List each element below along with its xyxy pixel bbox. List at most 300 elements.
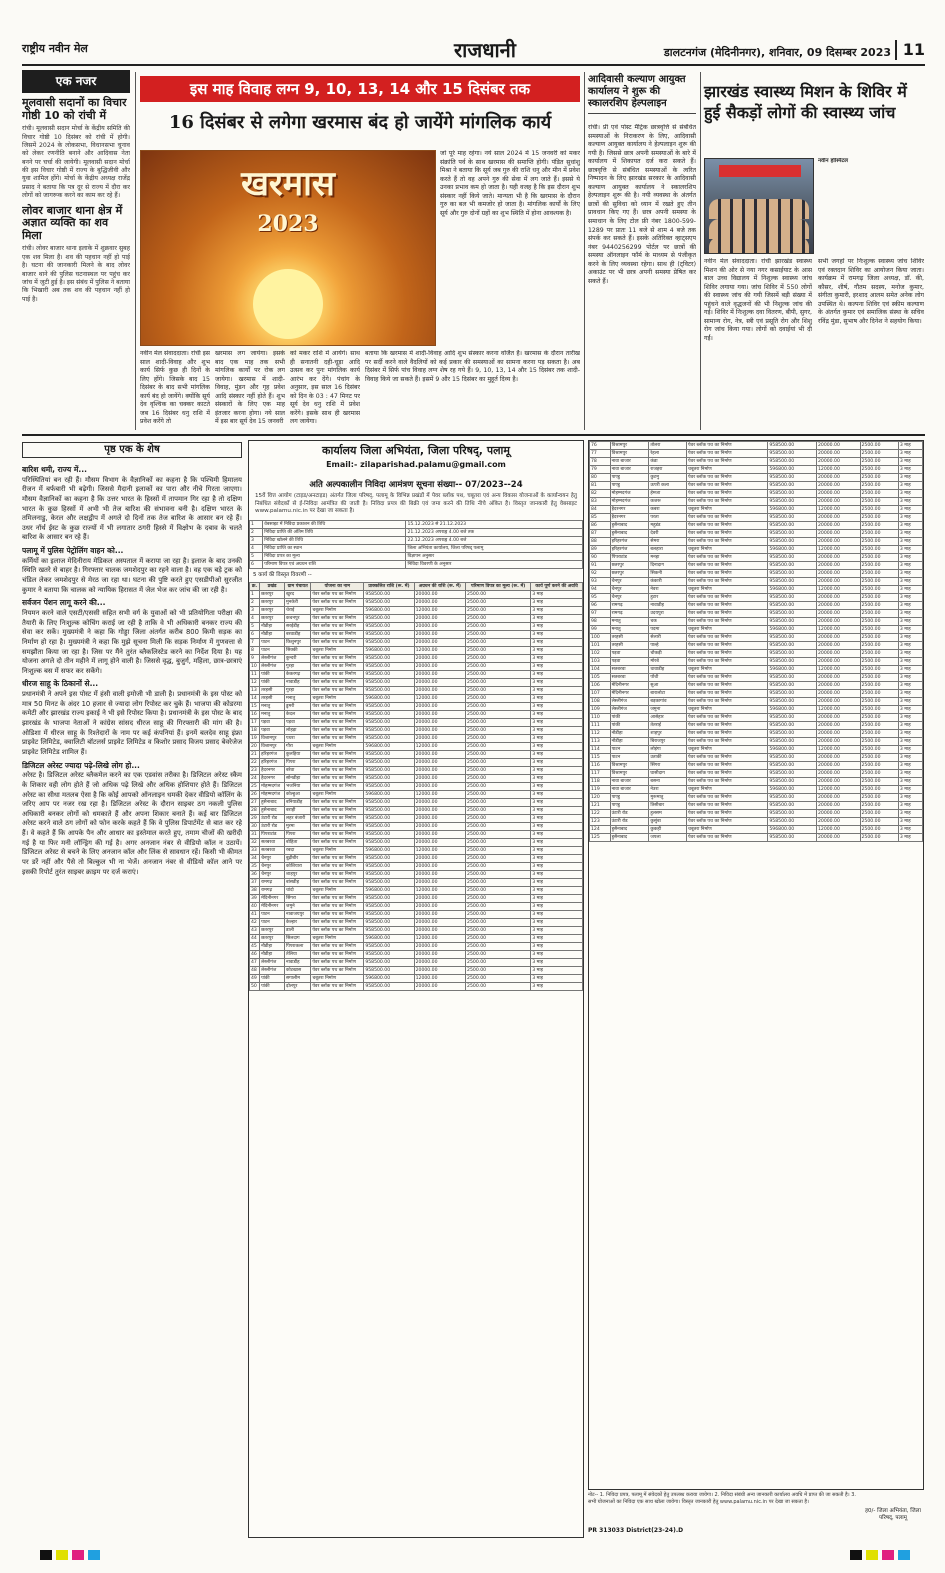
table-cell: छतरपुर <box>260 934 285 942</box>
table-cell: 12000.00 <box>816 626 860 634</box>
continued-headline: डिजिटल अरेस्ट ज्यादा पढ़े-लिखे लोग हो... <box>22 760 140 770</box>
table-cell: जमुना <box>649 706 687 714</box>
table-cell: 958500.00 <box>768 770 817 778</box>
table-cell: 3 माह <box>531 758 583 766</box>
table-cell: 2500.00 <box>466 830 531 838</box>
table-cell: देवरी <box>649 530 687 538</box>
table-cell: 958500.00 <box>364 982 414 990</box>
table-cell: पेवर ब्लॉक पथ का निर्माण <box>311 982 364 990</box>
table-cell: 3 माह <box>531 926 583 934</box>
crowd-row <box>709 219 809 239</box>
table-cell: 122 <box>590 810 611 818</box>
registration-mark <box>898 1550 910 1560</box>
table-row <box>590 450 923 458</box>
table-cell: 3 माह <box>898 594 922 602</box>
table-cell: 2500.00 <box>466 950 531 958</box>
table-cell: 3 माह <box>898 562 922 570</box>
table-cell: 2500.00 <box>466 646 531 654</box>
table-cell: 10 <box>250 662 260 670</box>
table-row <box>250 646 583 654</box>
registration-mark <box>40 1550 52 1560</box>
table-cell: 119 <box>590 786 611 794</box>
table-cell: 38 <box>250 886 260 894</box>
table-cell: 958500.00 <box>364 710 414 718</box>
table-cell: 3 माह <box>531 598 583 606</box>
health-headline: झारखंड स्वास्थ्य मिशन के शिविर में हुई सैकड़ों लोगों की स्वास्थ्य जांच <box>704 82 907 122</box>
section-title: राजधानी <box>454 38 516 62</box>
table-cell: 2500.00 <box>860 794 898 802</box>
table-cell: 596800.00 <box>364 846 414 854</box>
table-cell: 2500.00 <box>860 450 898 458</box>
table-cell: पेवर ब्लॉक पथ का निर्माण <box>311 638 364 646</box>
table-cell: 79 <box>590 466 611 474</box>
health-photo-side-text <box>818 158 924 254</box>
table-cell: 2500.00 <box>860 554 898 562</box>
lead-banner: इस माह विवाह लग्न 9, 10, 13, 14 और 15 दिसंबर तक <box>140 76 580 102</box>
table-cell: 3 माह <box>531 766 583 774</box>
table-cell: 20000.00 <box>414 638 465 646</box>
table-cell: चौकड़ी <box>649 650 687 658</box>
table-cell: पाटन <box>260 646 285 654</box>
table-cell: हैदरनगर <box>610 506 649 514</box>
table-cell: 20000.00 <box>816 498 860 506</box>
table-cell: 3 माह <box>531 670 583 678</box>
table-row <box>590 482 923 490</box>
table-cell: हुसैनाबाद <box>260 798 285 806</box>
table-cell: 958500.00 <box>768 794 817 802</box>
table-cell: चबूतरा निर्माण <box>311 974 364 982</box>
table-cell: 20000.00 <box>816 610 860 618</box>
table-cell: तेलिया <box>285 950 311 958</box>
table-cell: 84 <box>590 506 611 514</box>
table-cell: 958500.00 <box>768 458 817 466</box>
table-cell: 3 माह <box>898 770 922 778</box>
table-cell: छतरपुर <box>260 598 285 606</box>
table-row <box>590 738 923 746</box>
table-cell: पेवर ब्लॉक पथ का निर्माण <box>311 870 364 878</box>
table-cell: 596800.00 <box>768 546 817 554</box>
table-cell: चैनपुर <box>260 854 285 862</box>
table-cell: केकरगढ़ <box>285 670 311 678</box>
table-cell: 12000.00 <box>816 586 860 594</box>
table-cell: 958500.00 <box>768 554 817 562</box>
table-cell: कोशियारा <box>285 862 311 870</box>
table-cell: पेवर ब्लॉक पथ का निर्माण <box>687 698 768 706</box>
table-cell: पेवर ब्लॉक पथ का निर्माण <box>687 538 768 546</box>
table-cell: 2 <box>250 598 260 606</box>
health-story-body-1 <box>704 258 812 430</box>
table-cell: 958500.00 <box>364 774 414 782</box>
table-row <box>590 770 923 778</box>
table-cell: 958500.00 <box>364 766 414 774</box>
table-cell: पेवर ब्लॉक पथ का निर्माण <box>311 918 364 926</box>
table-cell: 27 <box>250 798 260 806</box>
table-cell: 596800.00 <box>768 666 817 674</box>
table-cell: 3 माह <box>898 554 922 562</box>
table-cell: 2500.00 <box>466 982 531 990</box>
table-cell: 3 माह <box>531 694 583 702</box>
table-cell: 2500.00 <box>466 814 531 822</box>
registration-mark <box>72 1550 84 1560</box>
table-cell: पेवर ब्लॉक पथ का निर्माण <box>311 878 364 886</box>
table-cell: 2500.00 <box>466 926 531 934</box>
health-camp-photo <box>704 158 814 254</box>
newspaper-brand: राष्ट्रीय नवीन मेल <box>22 42 88 55</box>
table-cell: 89 <box>590 546 611 554</box>
table-cell: 93 <box>590 578 611 586</box>
table-cell: मोहम्मदगंज <box>610 490 649 498</box>
registration-mark <box>866 1550 878 1560</box>
table-cell: उंटारी रोड <box>260 822 285 830</box>
table-cell: 2500.00 <box>860 738 898 746</box>
table-cell: पेवर ब्लॉक पथ का निर्माण <box>687 650 768 658</box>
table-row <box>250 870 583 878</box>
table-cell: 3 माह <box>531 774 583 782</box>
table-cell: 20000.00 <box>816 834 860 842</box>
table-cell: 596800.00 <box>364 974 414 982</box>
table-cell: नौडीहा <box>260 950 285 958</box>
table-cell: विश्रामपुर <box>610 450 649 458</box>
table-cell: 958500.00 <box>364 950 414 958</box>
table-cell: 3 माह <box>531 902 583 910</box>
table-row <box>250 718 583 726</box>
table-row <box>590 490 923 498</box>
table-cell: 3 माह <box>898 738 922 746</box>
table-cell: 3 माह <box>531 830 583 838</box>
table-cell: डाली <box>285 926 311 934</box>
table-cell: 2500.00 <box>466 614 531 622</box>
tender-info-cell: निविदा प्रपत्र का मूल्य <box>263 553 406 561</box>
table-cell: चेराई <box>285 606 311 614</box>
table-cell: नावाडीह <box>285 678 311 686</box>
table-cell: 44 <box>250 934 260 942</box>
table-row <box>250 766 583 774</box>
table-header: ग्राम पंचायत <box>285 582 311 590</box>
table-cell: 3 माह <box>898 602 922 610</box>
table-cell: छतरपुर <box>260 614 285 622</box>
table-cell: 3 माह <box>898 714 922 722</box>
table-cell: 3 माह <box>898 826 922 834</box>
table-cell: 20000.00 <box>816 482 860 490</box>
table-cell: चबूतरा निर्माण <box>311 790 364 798</box>
table-cell: बुढ़ीबीर <box>285 854 311 862</box>
tender-info-cell: 3 <box>250 537 263 545</box>
tender-info-cell: 1 <box>250 521 263 529</box>
table-cell: पेवर ब्लॉक पथ का निर्माण <box>311 798 364 806</box>
table-cell: 3 माह <box>898 474 922 482</box>
table-row <box>250 894 583 902</box>
table-cell: 2500.00 <box>466 718 531 726</box>
table-cell: तरहसी <box>260 694 285 702</box>
table-cell: लहर बंजारी <box>285 814 311 822</box>
table-cell: 3 माह <box>531 822 583 830</box>
table-cell: 958500.00 <box>364 702 414 710</box>
tender-info-table <box>249 520 583 569</box>
lead-text: जो पूरे माह रहेगा। नये साल 2024 में 15 जनवरी को मकर संक्रांति पर्व के साथ खरमास की समाप्ति होगी। पंडित सुधांशु मिश्रा ने बताया कि सूर्य जब गुरु की राशि धनु और मीन में प्रवेश करते हैं तो वह अपने गुरु की सेवा में लग जाते हैं। इससे ये उनका प्रभाव कम हो जाता है। यही वजह है कि इस दौरान शुभ संस्कार नहीं किये जाते। मान्यता भी है कि खरमास के दौरान गुरु का बल भी कमजोर हो जाता है। मांगलिक कार्यों के लिए सूर्य और गुरु दोनों ग्रहों का शुभ स्थिति में होना आवश्यक है। <box>440 150 580 217</box>
table-cell: 2500.00 <box>860 474 898 482</box>
tribal-text: रांची। प्री एवं पोस्ट मैट्रिक छात्रवृत्ति से संबंधित समस्याओं के निराकरण के लिए, आदिवासी कल्याण आयुक्त कार्यालय ने हेल्पलाइन शुरू की गयी है। जिससे छात्र अपनी समस्याओं के बारे में कार्यालय में शिकायत दर्ज करा सकते हैं। छात्रवृत्ति से संबंधित समस्याओं के त्वरित निष्पादन के लिए झारखंड सरकार के आदिवासी कल्याण आयुक्त कार्यालय ने स्कालरशिप हेल्पलाइन शुरू की है। नयी व्यवस्था के अंतर्गत छात्रों की सुविधा को ध्यान में रखते हुए तीन प्रावधान किए गए हैं। छात्र अपनी समस्या के समाधान के लिए टोल फ्री नंबर 1800-599-1289 पर प्रातः 11 बजे से शाम 4 बजे तक संपर्क कर सकते हैं। इसके अतिरिक्त व्हाट्सएप नंबर 9440256299 पोर्टल पर छात्रों की समस्या ऑनलाइन फॉर्म के माध्यम से पंजीकृत करने के लिए व्यवस्था रहेगा। साथ ही (ट्विटर) अकाउंट पर भी छात्र अपनी समस्या प्रेषित कर सकते हैं। <box>588 124 696 285</box>
story-body: रांची। मूलवासी सदान मोर्चा के केंद्रीय समिति की विचार गोष्ठी 10 दिसंबर को रांची में होगी। जिसमें 2024 के लोकसभा, विधानसभा चुनाव को लेकर रणनीति बनाने और आदिवास नेता बनने पर चर्चा की जायेगी। मूलवासी सदान मोर्चा की इस विचार गोष्ठी में राज्य के बुद्धिजीवी और युवा शामिल होंगे। मोर्चा के केंद्रीय अध्यक्ष राजेंद्र प्रसाद ने बताया कि पत्र दूर से राज्य में दौरा कर लोगों को जागरूक करने का काम कर रहे हैं। <box>22 125 130 200</box>
lead-text: नवीन मेल संवाददाता। रांची इस साल शादी-विवाह और शुभ कार्य सिर्फ कुछ ही दिनों के लिए होंगे। जिसके बाद 15 दिसंबर के बाद सभी मांगलिक कार्य बंद हो जायेंगे। क्योंकि सूर्य देव वृश्चिक का चक्कर काटते जब 16 दिसंबर धनु राशि में प्रवेश करेंगे तो <box>140 350 210 426</box>
table-cell: उदयपुरा <box>649 610 687 618</box>
table-cell: 3 माह <box>898 754 922 762</box>
table-cell: लेस्लीगंज <box>610 706 649 714</box>
table-cell: 20000.00 <box>816 714 860 722</box>
table-cell: 3 माह <box>898 794 922 802</box>
table-cell: चैनपुर <box>260 862 285 870</box>
table-cell: पाल्हे <box>649 642 687 650</box>
table-cell: 3 माह <box>531 806 583 814</box>
table-cell: नौडीहा <box>610 738 649 746</box>
table-row <box>250 734 583 742</box>
table-cell: 3 माह <box>898 698 922 706</box>
table-cell: 3 माह <box>898 690 922 698</box>
table-cell: कुकही <box>649 826 687 834</box>
table-row <box>590 730 923 738</box>
table-cell: 2500.00 <box>466 966 531 974</box>
tender-notes: नोट-- 1. निविदा प्रपत्र, पलामू में संवेदकों हेतु उपलब्ध कराया जायेगा। 2. निविदा संबंधी अन्य जानकारी कार्यालय अवधि में प्राप्त की जा सकती है। 3. सभी योजनाओं का निविदा एक साथ खोला जायेगा। विस्तृत जानकारी हेतु www.palamu.nic.in पर देखा जा सकता है। <box>588 1492 856 1505</box>
lead-text: खरमास लग जायेगा। इसके बाद एक माह तक सभी मांगलिक कार्यों पर रोक लग जायेगा। खरमास में शादी-विवाह, मुंडन और गृह प्रवेश आदि संस्कार नहीं होते हैं। शुभ संस्कारों के लिए एक माह इंतजार करना होगा। नये साल में इस बार सूर्य देव 15 जनवरी <box>215 350 285 426</box>
table-row <box>590 834 923 842</box>
table-cell: सिक्की <box>285 646 311 654</box>
table-cell: 596800.00 <box>364 934 414 942</box>
table-cell: 958500.00 <box>768 834 817 842</box>
table-cell: बड़कागांव <box>649 698 687 706</box>
table-cell: 20000.00 <box>816 738 860 746</box>
table-cell: 2500.00 <box>466 670 531 678</box>
table-cell: हरिहरगंज <box>260 750 285 758</box>
table-cell: 596800.00 <box>768 706 817 714</box>
lead-column-2 <box>215 350 285 430</box>
table-cell: 13 <box>250 686 260 694</box>
table-cell: पेवर ब्लॉक पथ का निर्माण <box>687 770 768 778</box>
table-cell: 20000.00 <box>414 710 465 718</box>
table-cell: कचनपुर <box>285 614 311 622</box>
registration-mark <box>56 1550 68 1560</box>
table-cell: 12000.00 <box>816 786 860 794</box>
table-cell: 3 माह <box>898 746 922 754</box>
table-cell: पांकी <box>260 678 285 686</box>
table-cell: 958500.00 <box>364 598 414 606</box>
tender-notice-number: अति अल्पकालीन निविदा आमंत्रण सूचना संख्या-- 07/2023--24 <box>309 479 523 490</box>
table-cell: 2500.00 <box>860 778 898 786</box>
table-row <box>590 626 923 634</box>
table-cell: 101 <box>590 642 611 650</box>
table-cell: पेवर ब्लॉक पथ का निर्माण <box>311 726 364 734</box>
table-cell: 3 माह <box>898 498 922 506</box>
table-cell: नौडीहा <box>610 730 649 738</box>
table-cell: पड़वा <box>260 726 285 734</box>
table-cell: 958500.00 <box>364 750 414 758</box>
table-cell: तेतराई <box>649 722 687 730</box>
table-cell: 125 <box>590 834 611 842</box>
lead-column-4 <box>440 150 580 346</box>
table-cell: 958500.00 <box>364 630 414 638</box>
table-cell: 3 माह <box>531 950 583 958</box>
table-cell: 1 <box>250 590 260 598</box>
table-cell: 958500.00 <box>768 802 817 810</box>
table-cell: पेवर ब्लॉक पथ का निर्माण <box>311 806 364 814</box>
table-cell: 2500.00 <box>860 522 898 530</box>
table-cell: हुसैनाबाद <box>610 522 649 530</box>
table-row <box>590 682 923 690</box>
table-row <box>250 942 583 950</box>
table-row <box>250 854 583 862</box>
table-cell: 2500.00 <box>466 750 531 758</box>
table-cell: 958500.00 <box>768 610 817 618</box>
registration-mark <box>88 1550 100 1560</box>
tender-office: कार्यालय जिला अभियंता, जिला परिषद्, पलामू <box>322 444 510 457</box>
table-cell: 958500.00 <box>364 590 414 598</box>
table-cell: 24 <box>250 774 260 782</box>
table-cell: 108 <box>590 698 611 706</box>
continued-section-title: पृष्ठ एक के शेष <box>22 442 242 458</box>
table-cell: पेवर ब्लॉक पथ का निर्माण <box>687 442 768 450</box>
table-cell: पेवर ब्लॉक पथ का निर्माण <box>687 778 768 786</box>
table-cell: 20000.00 <box>816 618 860 626</box>
table-cell: 2500.00 <box>860 466 898 474</box>
table-cell: पेवर ब्लॉक पथ का निर्माण <box>311 678 364 686</box>
table-cell: 107 <box>590 690 611 698</box>
table-cell: 76 <box>590 442 611 450</box>
table-cell: पेवर ब्लॉक पथ का निर्माण <box>687 794 768 802</box>
table-cell: 596800.00 <box>364 606 414 614</box>
table-cell: 2500.00 <box>466 654 531 662</box>
table-cell: 958500.00 <box>364 782 414 790</box>
tender-intro: 15वें वित्त आयोग (टाइड/अनटाइड) अंतर्गत जिला परिषद्, पलामू के विभिन्न प्रखंडों में पेवर ब्लॉक पथ, चबूतरा एवं अन्य विकास योजनाओं के कार्यान्वयन हेतु निबंधित संवेदकों से ई-निविदा आमंत्रित की जाती है। निविदा प्रपत्र की बिक्री एवं जमा करने की तिथि नीचे अंकित है। विस्तृत जानकारी हेतु वेबसाइट www.palamu.nic.in पर देखा जा सकता है। <box>255 493 577 515</box>
table-row <box>250 830 583 838</box>
table-cell: 958500.00 <box>364 862 414 870</box>
table-row <box>590 514 923 522</box>
table-row <box>590 810 923 818</box>
table-row <box>250 606 583 614</box>
table-cell: 20000.00 <box>414 854 465 862</box>
table-cell: मेदिनीनगर <box>260 902 285 910</box>
table-cell: पेवर ब्लॉक पथ का निर्माण <box>687 754 768 762</box>
photo-title: खरमास <box>241 164 335 204</box>
table-cell: 2500.00 <box>860 698 898 706</box>
continued-body: अरेस्ट है। डिजिटल अरेस्ट ब्लैकमेल करने का एक एडवांस तरीका है। डिजिटल अरेस्ट स्कैम के शिकार वही लोग होते हैं जो अधिक पढ़े लिखे और अधिक होशियार होते हैं। डिजिटल अरेस्ट का सीधा मतलब ऐसा है कि कोई आपको ऑनलाइन धमकी देकर वीडियो कॉलिंग के जरिए आप पर नजर रख रहा है। डिजिटल अरेस्ट के दौरान साइबर ठग नकली पुलिस अधिकारी बनकर लोगों को धमकाते हैं और अपना शिकार बनाते हैं। कई बार डिजिटल अरेस्ट करने वाले ठग लोगों को फोन करके कहते हैं कि वे पुलिस डिपार्टमेंट से बात कर रहे हैं। वे कहते हैं कि आपके पैन और आधार का इस्तेमाल करते हुए, तमाम चीजों की खरीदी गई है या फिर मनी लॉन्ड्रिंग की गई है। अगर अनजान नंबर से वीडियो कॉल न उठायें। डिजिटल अरेस्ट से बचने के लिए अनजान कॉल और लिंक से सावधान रहें। किसी भी कीमत पर डरें नहीं और पैसे तो बिल्कुल भी ना भेजें। अनजान नंबर से वीडियो कॉल आने पर इसकी रिपोर्ट तुरंत साइबर क्राइम पर दर्ज कराएं। <box>22 771 242 876</box>
table-cell: 20000.00 <box>816 690 860 698</box>
table-cell: हुसैनाबाद <box>610 826 649 834</box>
table-cell: 2500.00 <box>466 774 531 782</box>
table-cell: 2500.00 <box>860 658 898 666</box>
table-cell: कजरू <box>649 498 687 506</box>
table-cell: पाटन <box>260 918 285 926</box>
table-cell: पेवर ब्लॉक पथ का निर्माण <box>687 810 768 818</box>
photo-year: 2023 <box>257 211 319 237</box>
table-cell: 3 माह <box>531 918 583 926</box>
table-cell: हुलसम <box>649 810 687 818</box>
table-cell: 3 माह <box>531 862 583 870</box>
continued-headline: धीरज साहू के ठिकानों से... <box>22 679 99 689</box>
column-divider <box>700 72 701 430</box>
table-cell: 958500.00 <box>364 726 414 734</box>
table-cell: चैनपुर <box>610 586 649 594</box>
continued-headline: सर्वजन पेंशन लागू करने की... <box>22 598 106 608</box>
table-cell: रामगढ़ <box>260 886 285 894</box>
table-cell: 3 माह <box>531 814 583 822</box>
table-cell: 3 माह <box>531 846 583 854</box>
table-cell: पेवर ब्लॉक पथ का निर्माण <box>687 490 768 498</box>
table-cell: लेस्लीगंज <box>260 958 285 966</box>
table-cell: 2500.00 <box>466 622 531 630</box>
table-cell: 20000.00 <box>414 686 465 694</box>
tender-email: Email:- zilaparishad.palamu@gmail.com <box>326 459 506 469</box>
table-cell: चबूतरा निर्माण <box>311 646 364 654</box>
table-cell: 109 <box>590 706 611 714</box>
page-number: 11 <box>895 40 925 60</box>
lead-column-3 <box>290 350 360 430</box>
table-cell: 20000.00 <box>816 554 860 562</box>
table-cell: 105 <box>590 674 611 682</box>
table-cell: 3 माह <box>531 662 583 670</box>
table-cell: चांदो <box>285 886 311 894</box>
table-row <box>590 714 923 722</box>
table-cell: 958500.00 <box>364 902 414 910</box>
table-cell: पेवर ब्लॉक पथ का निर्माण <box>311 686 364 694</box>
tender-info-cell: 21.12.2023 अपराह्न 4.00 बजे तक <box>406 529 583 537</box>
table-row <box>250 902 583 910</box>
table-cell: जपला <box>649 834 687 842</box>
table-cell: 20000.00 <box>816 578 860 586</box>
table-cell: 958500.00 <box>364 870 414 878</box>
table-cell: धावाडीह <box>649 666 687 674</box>
table-cell: 958500.00 <box>364 878 414 886</box>
table-row <box>250 974 583 982</box>
table-cell: पेवर ब्लॉक पथ का निर्माण <box>687 602 768 610</box>
table-cell: पेवर ब्लॉक पथ का निर्माण <box>687 738 768 746</box>
table-cell: लोइंगा <box>649 746 687 754</box>
table-cell: पेवर ब्लॉक पथ का निर्माण <box>687 642 768 650</box>
table-cell: पेवर ब्लॉक पथ का निर्माण <box>687 762 768 770</box>
table-cell: पेवर ब्लॉक पथ का निर्माण <box>687 474 768 482</box>
table-cell: 20000.00 <box>414 734 465 742</box>
table-cell: 20000.00 <box>414 942 465 950</box>
table-cell: 20000.00 <box>414 670 465 678</box>
story-body: रांची। लोवर बाजार थाना इलाके में शुक्रवार सुबह एक शव मिला है। शव की पहचान नहीं हो पाई है। घटना की जानकारी मिलने के बाद लोवर बाजार थाने की पुलिस घटनास्थल पर पहुंच कर जांच में जुटी हुई है। इस संबंध में पुलिस ने बताया कि भिखारी अब तक शव की पहचान नहीं हो पाई है। <box>22 245 130 303</box>
table-cell: पड़वा <box>285 718 311 726</box>
table-cell: 2500.00 <box>466 942 531 950</box>
table-row <box>250 798 583 806</box>
table-row <box>590 466 923 474</box>
table-cell: 2500.00 <box>466 910 531 918</box>
table-cell: 50 <box>250 982 260 990</box>
table-cell: 2500.00 <box>466 822 531 830</box>
table-cell: बरवाडीह <box>285 630 311 638</box>
table-cell: 12000.00 <box>414 606 465 614</box>
table-cell: 596800.00 <box>768 786 817 794</box>
table-cell: 77 <box>590 450 611 458</box>
table-cell: 12000.00 <box>816 666 860 674</box>
table-cell: पेवर ब्लॉक पथ का निर्माण <box>687 482 768 490</box>
table-cell: 3 माह <box>898 642 922 650</box>
story-headline: मूलवासी सदानों का विचार गोष्ठी 10 को रांची में <box>22 96 127 122</box>
table-cell: पाण्डु <box>610 802 649 810</box>
table-cell: 20000.00 <box>816 730 860 738</box>
table-row <box>590 754 923 762</box>
table-cell: 958500.00 <box>768 754 817 762</box>
table-cell: 11 <box>250 670 260 678</box>
table-cell: 2500.00 <box>466 766 531 774</box>
table-cell: पांकी <box>260 982 285 990</box>
table-cell: पड़वा <box>610 658 649 666</box>
table-cell: पेवर ब्लॉक पथ का निर्माण <box>687 634 768 642</box>
table-cell: 958500.00 <box>364 966 414 974</box>
table-cell: पेवर ब्लॉक पथ का निर्माण <box>311 702 364 710</box>
table-cell: 102 <box>590 650 611 658</box>
table-cell: 3 माह <box>898 586 922 594</box>
